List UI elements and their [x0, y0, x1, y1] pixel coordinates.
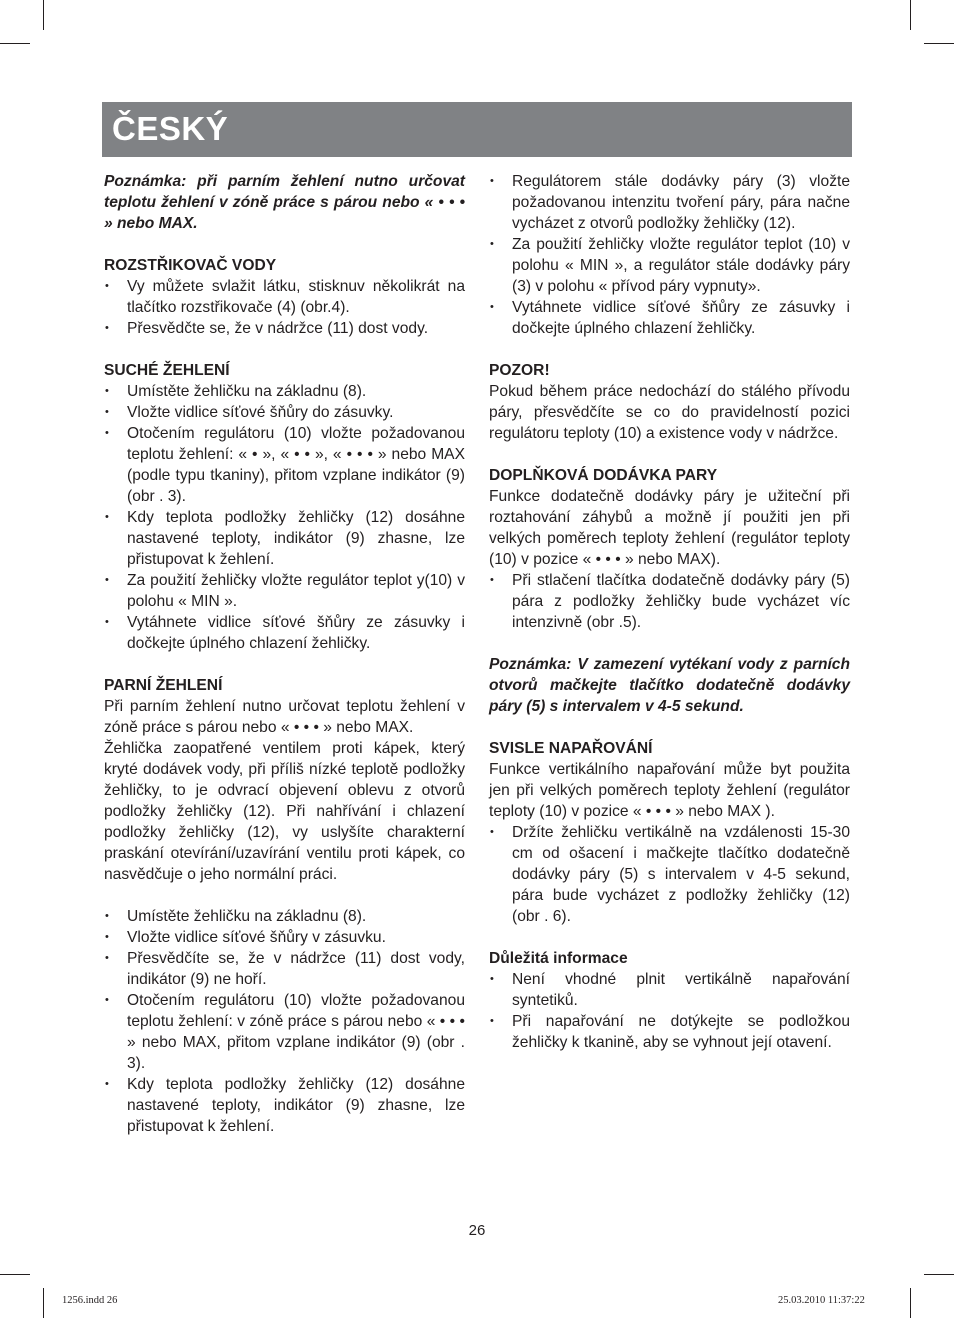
- section-heading-steam: PARNÍ ŽEHLENÍ: [104, 677, 223, 694]
- steam-paragraph: Při parním žehlení nutno určovat teplotu žehlení v zóně práce s párou nebo « • • • » nebo MAX.: [104, 698, 465, 736]
- sprayer-list: [104, 276, 465, 339]
- crop-mark: [0, 43, 30, 44]
- important-list: [489, 969, 850, 1053]
- dry-list: [104, 381, 465, 654]
- list-item: • Při stlačení tlačítka dodatečně dodávky páry (5) pára z podložky žehličky bude vycházet víc intenzivně (obr .5).: [489, 570, 850, 633]
- list-item: • Regulátorem stále dodávky páry (3) vložte požadovanou intenzitu tvoření páry, pára načne vycházet z otvorů podložky žehličky (12).: [489, 171, 850, 234]
- caution-text: Pokud během práce nedochází do stálého přívodu páry, přesvědčíte se co do pravidelností pozici regulátoru teploty (10) a existence vody v nádržce.: [489, 383, 850, 442]
- list-item: • Za použití žehličky vložte regulátor teplot (10) v polohu « MIN », a regulátor stále dodávky páry (3) v polohu « přívod páry vypnuty».: [489, 234, 850, 297]
- list-item: • Při napařování ne dotýkejte se podložkou žehličky k tkanině, aby se vyhnout její otavení.: [489, 1011, 850, 1053]
- crop-mark: [924, 1274, 954, 1275]
- page-title: ČESKÝ: [112, 110, 229, 147]
- crop-mark: [910, 1288, 911, 1318]
- list-item: • Kdy teplota podložky žehličky (12) dosáhne nastavené teploty, indikátor (9) zhasne, lze přistupovat k žehlení.: [104, 507, 465, 570]
- burst-note: Poznámka: V zamezení vytékaní vody z parních otvorů mačkejte tlačítko dodatečně dodávky páry (5) s intervalem v 4-5 sekund.: [489, 656, 850, 715]
- list-item: • Přesvědčíte se, že v nádržce (11) dost vody, indikátor (9) ne hoří.: [104, 948, 465, 990]
- list-item: • Vložte vidlice síťové šňůry do zásuvky.: [104, 402, 465, 423]
- steam-note: Poznámka: při parním žehlení nutno určovat teplotu žehlení v zóně práce s párou nebo « • • • » nebo MAX.: [104, 173, 465, 232]
- crop-mark: [924, 43, 954, 44]
- print-slug-date: 25.03.2010 11:37:22: [778, 1295, 865, 1306]
- language-banner: [102, 102, 852, 157]
- list-item: • Není vhodné plnit vertikálně napařování syntetiků.: [489, 969, 850, 1011]
- page-number: 26: [468, 1222, 486, 1239]
- section-heading-vertical: SVISLE NAPAŘOVÁNÍ: [489, 740, 653, 757]
- crop-mark: [43, 1288, 44, 1318]
- extra-steam-list: [489, 570, 850, 633]
- list-item: • Umístěte žehličku na základnu (8).: [104, 906, 465, 927]
- crop-mark: [910, 0, 911, 30]
- list-item: • Vy můžete svlažit látku, stisknuv několikrát na tlačítko rozstřikovače (4) (obr.4).: [104, 276, 465, 318]
- right-column: [489, 171, 850, 1053]
- list-item: • Otočením regulátoru (10) vložte požadovanou teplotu žehlení: v zóně práce s párou nebo « • • • » nebo MAX, přitom vzplane indikátor (9) (obr . 3).: [104, 990, 465, 1074]
- list-item: • Vytáhnete vidlice síťové šňůry ze zásuvky i dočkejte úplného chlazení žehličky.: [489, 297, 850, 339]
- crop-mark: [43, 0, 44, 30]
- list-item: • Držíte žehličku vertikálně na vzdálenosti 15-30 cm od ošacení i mačkejte tlačítko dodatečně dodávky páry (5) s intervalem v 4-5 sekund, pára bude vycházet z podložky žehličky (12) (obr . 6).: [489, 822, 850, 927]
- list-item: • Vložte vidlice síťové šňůry v zásuvku.: [104, 927, 465, 948]
- steam-list-continued: [489, 171, 850, 339]
- section-heading-sprayer: ROZSTŘIKOVAČ VODY: [104, 257, 277, 274]
- list-item: • Přesvědčte se, že v nádržce (11) dost vody.: [104, 318, 465, 339]
- list-item: • Umístěte žehličku na základnu (8).: [104, 381, 465, 402]
- section-heading-important: Důležitá informace: [489, 950, 628, 967]
- list-item: • Za použití žehličky vložte regulátor teplot y(10) v polohu « MIN ».: [104, 570, 465, 612]
- list-item: • Kdy teplota podložky žehličky (12) dosáhne nastavené teploty, indikátor (9) zhasne, lze přistupovat k žehlení.: [104, 1074, 465, 1137]
- steam-list: [104, 906, 465, 1137]
- section-heading-extra-steam: DOPLŇKOVÁ DODÁVKA PARY: [489, 467, 718, 484]
- list-item: • Otočením regulátoru (10) vložte požadovanou teplotu žehlení: « • », « • • », « • • • » nebo MAX (podle typu tkaniny), přitom vzplane indikátor (9) (obr . 3).: [104, 423, 465, 507]
- left-column: [104, 171, 465, 1137]
- section-heading-caution: POZOR!: [489, 362, 550, 379]
- crop-mark: [0, 1274, 30, 1275]
- print-slug-file: 1256.indd 26: [62, 1295, 118, 1306]
- vertical-list: [489, 822, 850, 927]
- vertical-text: Funkce vertikálního napařování může byt použita jen při velkých poměrech teploty žehlení (regulátor teploty (10) v pozice « • • • » nebo MAX ).: [489, 761, 850, 820]
- extra-steam-text: Funkce dodatečně dodávky páry je užiteční při roztahování záhybů a možně jí použiti jen při velkých poměrech teploty žehlení (regulátor teploty (10) v pozice « • • • » nebo MAX).: [489, 488, 850, 568]
- steam-paragraph: Žehlička zaopatřené ventilem proti kápek, který kryté dodávek vody, při příliš nízké teplotě podložky žehličky, to je odvrací objevení oblevu z otvorů podložky žehličky (12). Při nahřívání i chlazení podložky žehličky (12), vy uslyšíte charakterní praskání otevírání/uzavírání ventilu proti kápek, co nasvědčuje o jeho normální práci.: [104, 740, 465, 883]
- section-heading-dry: SUCHÉ ŽEHLENÍ: [104, 362, 230, 379]
- list-item: • Vytáhnete vidlice síťové šňůry ze zásuvky i dočkejte úplného chlazení žehličky.: [104, 612, 465, 654]
